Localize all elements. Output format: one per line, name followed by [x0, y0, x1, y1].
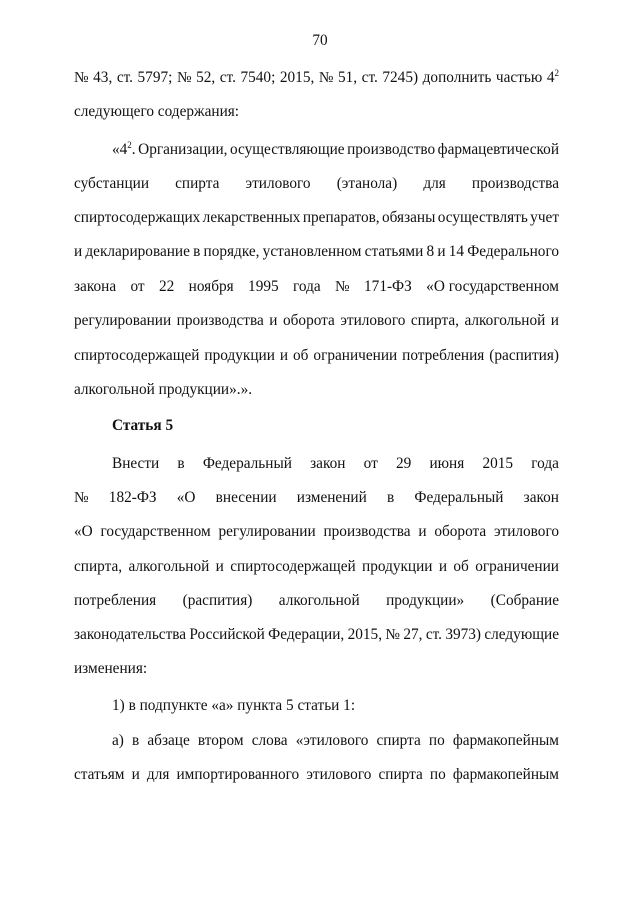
- text-span: спиртосодержащей продукции и об ограничении потребления (распития): [74, 347, 559, 364]
- word: для: [423, 175, 446, 192]
- word: закон: [523, 489, 559, 506]
- word: 22: [158, 278, 175, 295]
- word: от: [363, 455, 378, 472]
- article-heading: [112, 416, 597, 436]
- text-span: спирта, алкогольной и спиртосодержащей продукции и об ограничении: [74, 558, 559, 575]
- word: производства: [471, 175, 559, 192]
- word: закона: [74, 278, 117, 295]
- text-span: 1) в подпункте «а» пункта 5 статьи 1:: [112, 697, 356, 714]
- word: потребления: [74, 592, 157, 609]
- text-line: [112, 731, 559, 751]
- text-line: [74, 557, 559, 577]
- word: Федеральный: [414, 489, 504, 506]
- text-span: статьям и для импортированного этилового спирта по фармакопейным: [74, 766, 559, 783]
- word: продукции»: [386, 592, 465, 609]
- text-span: «$4^2$. Организации, осуществляющие производство фармацевтической: [112, 139, 559, 158]
- word: субстанции: [74, 175, 150, 192]
- text-span: № 43, ст. 5797; № 52, ст. 7540; 2015, № 51, ст. 7245) дополнить частью $4^2$: [74, 67, 559, 86]
- text-line: [74, 102, 559, 122]
- text-line: [74, 242, 559, 262]
- text-line: [74, 311, 559, 331]
- word: №: [74, 489, 89, 506]
- text-span: и декларирование в порядке, установленном статьями 8 и 14 Федерального: [74, 243, 559, 260]
- word: спирта: [175, 175, 220, 192]
- text-span: следующего содержания:: [74, 103, 240, 120]
- word: от: [130, 278, 145, 295]
- word: 1995: [248, 278, 279, 295]
- word: внесении: [215, 489, 277, 506]
- text-span: спиртосодержащих лекарственных препаратов, обязаны осуществлять учет: [74, 209, 559, 226]
- word: алкогольной: [278, 592, 360, 609]
- text-line: [74, 208, 559, 228]
- text-line: [74, 346, 559, 366]
- text-span: регулировании производства и оборота этилового спирта, алкогольной и: [74, 312, 559, 329]
- text-span: изменения:: [74, 660, 148, 677]
- text-span: а) в абзаце втором слова «этилового спирта по фармакопейным: [112, 732, 559, 749]
- text-line: [74, 625, 559, 645]
- word: Федеральный: [202, 455, 292, 472]
- text-line: [112, 696, 559, 716]
- heading-text: Статья 5: [112, 417, 174, 434]
- word: №: [335, 278, 350, 295]
- text-span: «О государственном регулировании производства и оборота этилового: [74, 523, 559, 540]
- text-line: [74, 277, 559, 297]
- text-line: [74, 488, 559, 508]
- text-line: [74, 591, 559, 611]
- text-line: [74, 68, 559, 88]
- word: в: [177, 455, 185, 472]
- text-line: [112, 140, 559, 160]
- page-number: 70: [312, 32, 328, 49]
- word: 2015: [482, 455, 514, 472]
- text-line: [74, 380, 559, 400]
- word: этилового: [245, 175, 311, 192]
- text-line: [74, 659, 559, 679]
- word: 171-ФЗ: [364, 278, 412, 295]
- text-span: алкогольной продукции».».: [74, 381, 253, 398]
- text-span: законодательства Российской Федерации, 2015, № 27, ст. 3973) следующие: [74, 626, 559, 643]
- word: 29: [395, 455, 412, 472]
- text-line: [74, 765, 559, 785]
- word: «О государственном: [426, 278, 559, 295]
- word: «О: [176, 489, 196, 506]
- word: (этанола): [336, 175, 398, 192]
- word: (Собрание: [490, 592, 559, 609]
- text-line: [112, 454, 559, 474]
- word: закон: [310, 455, 346, 472]
- word: изменений: [296, 489, 367, 506]
- word: (распития): [182, 592, 253, 609]
- word: июня: [429, 455, 465, 472]
- text-line: [74, 174, 559, 194]
- word: ноября: [188, 278, 234, 295]
- word: 182-ФЗ: [108, 489, 157, 506]
- text-line: [74, 522, 559, 542]
- word: года: [293, 278, 321, 295]
- word: Внести: [112, 455, 160, 472]
- word: года: [531, 455, 559, 472]
- word: в: [386, 489, 395, 506]
